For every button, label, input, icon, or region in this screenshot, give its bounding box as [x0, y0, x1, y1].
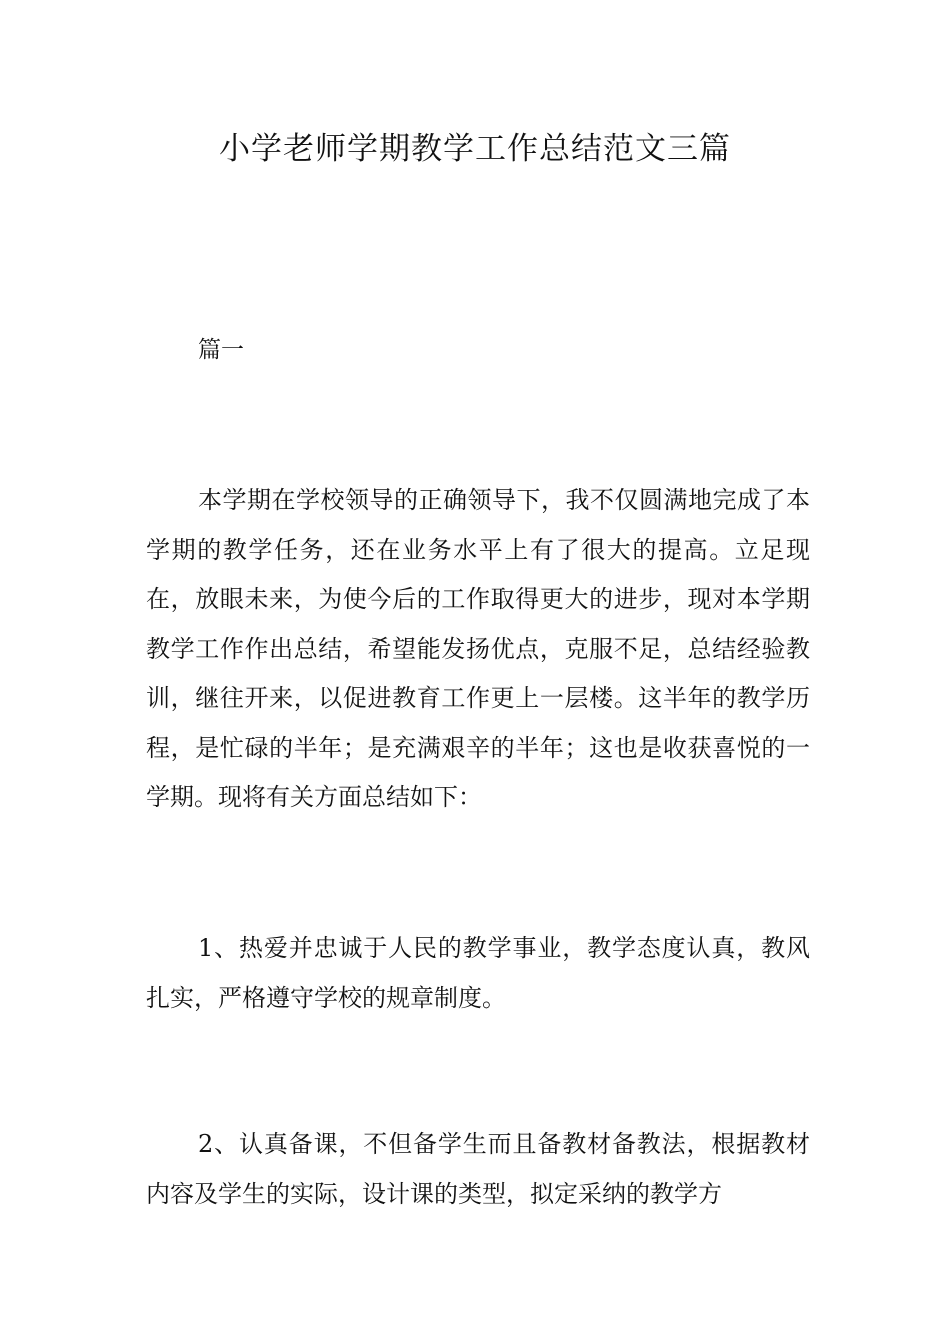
section-heading: 篇一 [198, 337, 244, 363]
item-2-paragraph: 2、认真备课，不但备学生而且备教材备教法，根据教材内容及学生的实际，设计课的类型，拟定采纳的教学方 [146, 1130, 810, 1208]
item-1-paragraph: 1、热爱并忠诚于人民的教学事业，教学态度认真，教风扎实，严格遵守学校的规章制度。 [146, 934, 810, 1012]
intro-paragraph: 本学期在学校领导的正确领导下，我不仅圆满地完成了本学期的教学任务，还在业务水平上有了很大的提高。立足现在，放眼未来，为使今后的工作取得更大的进步，现对本学期教学工作作出总结，希望能发扬优点，克服不足，总结经验教训，继往开来，以促进教育工作更上一层楼。这半年的教学历程，是忙碌的半年；是充满艰辛的半年；这也是收获喜悦的一学期。现将有关方面总结如下： [146, 486, 810, 811]
document-title: 小学老师学期教学工作总结范文三篇 [219, 131, 731, 167]
